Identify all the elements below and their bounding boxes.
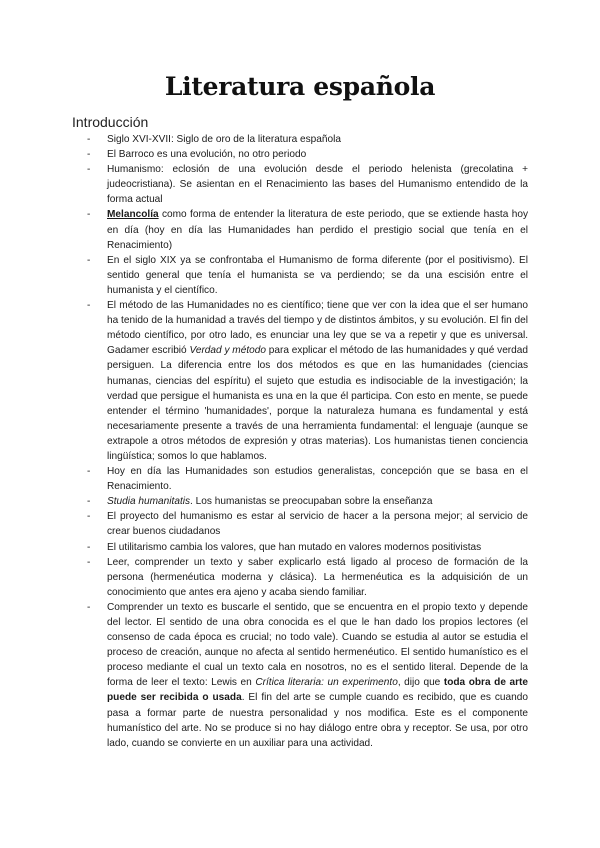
list-item xyxy=(87,600,528,751)
item-text: Humanismo: eclosión de una evolución desde el periodo helenista (grecolatina + judeocristiana). Se asientan en el Renacimiento las bases del Humanismo entendido de la forma actual xyxy=(107,164,528,206)
list-item xyxy=(87,132,528,147)
dash-bullet: - xyxy=(87,300,91,312)
list-item xyxy=(87,464,528,494)
item-text: Hoy en día las Humanidades son estudios generalistas, concepción que se basa en el Renacimiento. xyxy=(107,466,528,493)
dash-bullet: - xyxy=(87,134,91,145)
term-melancolia: Melancolía xyxy=(107,209,159,221)
dash-bullet: - xyxy=(87,496,91,508)
item-text: Siglo XVI-XVII: Siglo de oro de la literatura española xyxy=(107,134,341,145)
item-text: para explicar el método de las humanidades y qué verdad persiguen. La diferencia entre los dos métodos es que en las humanidades (ciencias humanas, ciencias del espíritu) el sujeto que estudia es indisociable de la investigación; la verdad que persigue el humanista es una en la que él participa. Con esto en mente, se puede entender el término 'humanidades', porque la naturaleza humana es fundamental y está necesariamente presente a través de una herramienta fundamental: el lenguaje (aunque se extrapole a otros métodos de expresión y otras materias). Los humanistas tienen conciencia lingüística; somos lo que hablamos. xyxy=(107,345,529,462)
term-studia-humanitatis: Studia humanitatis xyxy=(107,496,191,508)
section-heading: Introducción xyxy=(72,114,149,130)
list-item xyxy=(87,494,528,509)
list-item xyxy=(87,147,528,162)
work-title: Verdad y método xyxy=(189,345,266,357)
dash-bullet: - xyxy=(87,541,91,553)
item-text: El utilitarismo cambia los valores, que han mutado en valores modernos positivistas xyxy=(107,541,482,553)
list-item xyxy=(87,509,528,539)
dash-bullet: - xyxy=(87,601,91,613)
dash-bullet: - xyxy=(87,556,91,568)
item-text: como forma de entender la literatura de este periodo, que se extiende hasta hoy en día (hoy en día las Humanidades han perdido el prestigio social que tenía en el Renacimiento) xyxy=(107,209,528,251)
quote-emphasis: toda obra de arte puede ser recibida o usada xyxy=(107,677,528,704)
dash-bullet: - xyxy=(87,254,91,266)
list-item xyxy=(87,253,528,298)
item-text: El proyecto del humanismo es estar al servicio de hacer a la persona mejor; al servicio de crear buenos ciudadanos xyxy=(107,511,528,538)
dash-bullet: - xyxy=(87,511,91,523)
item-text: El Barroco es una evolución, no otro periodo xyxy=(107,149,307,161)
list-item xyxy=(87,298,528,464)
item-text: . El fin del arte se cumple cuando es recibido, que es cuando pasa a formar parte de nuestra personalidad y nos modifica. Este es el componente humanístico del arte. No se produce si no hay diálogo entre obra y receptor. Se usa, por otro lado, cuando se convierte en un auxiliar para una actividad. xyxy=(107,692,528,749)
list-item xyxy=(87,555,528,600)
dash-bullet: - xyxy=(87,149,91,161)
dash-bullet: - xyxy=(87,164,91,176)
dash-bullet: - xyxy=(87,209,91,221)
item-text: , dijo que xyxy=(397,677,444,689)
item-text: El método de las Humanidades no es científico; tiene que ver con la idea que el ser humano ha tenido de la humanidad a través del tiempo y de distintos ámbitos, y su evolución. El fin del método científico, por otro lado, es enunciar una ley que se va a repetir y que es universal. Gadamer escribió xyxy=(107,300,528,357)
list-item xyxy=(87,207,528,252)
document-title: Literatura española xyxy=(164,72,436,101)
work-title: Crítica literaria: un experimento xyxy=(255,677,398,689)
item-text: Leer, comprender un texto y saber explicarlo está ligado al proceso de formación de la persona (hermenéutica moderna y clásica). La hermenéutica es la adquisición de un conocimiento que antes era ajeno y acaba siendo familiar. xyxy=(107,556,528,598)
item-text: . Los humanistas se preocupaban sobre la enseñanza xyxy=(190,496,433,508)
list-item xyxy=(87,540,528,555)
bullet-list xyxy=(87,132,528,751)
item-text: Comprender un texto es buscarle el sentido, que se encuentra en el propio texto y depende del lector. El sentido de una obra conocida es el que le han dado los propios lectores (el consenso de cada época es crucial; no todo vale). Cuando se estudia al autor se estudia el proceso de creación, aunque no afecta al sentido hermenéutico. El sentido humanístico es el proceso mediante el cual un texto cala en nosotros, no es el sentido literal. Depende de la forma de leer el texto: Lewis en xyxy=(107,601,528,689)
dash-bullet: - xyxy=(87,466,91,478)
list-item xyxy=(87,162,528,207)
item-text: En el siglo XIX ya se confrontaba el Humanismo de forma diferente (por el positivismo). El sentido general que tenía el humanista se va perdiendo; se da una escisión entre el humanista y el científico. xyxy=(107,254,528,296)
